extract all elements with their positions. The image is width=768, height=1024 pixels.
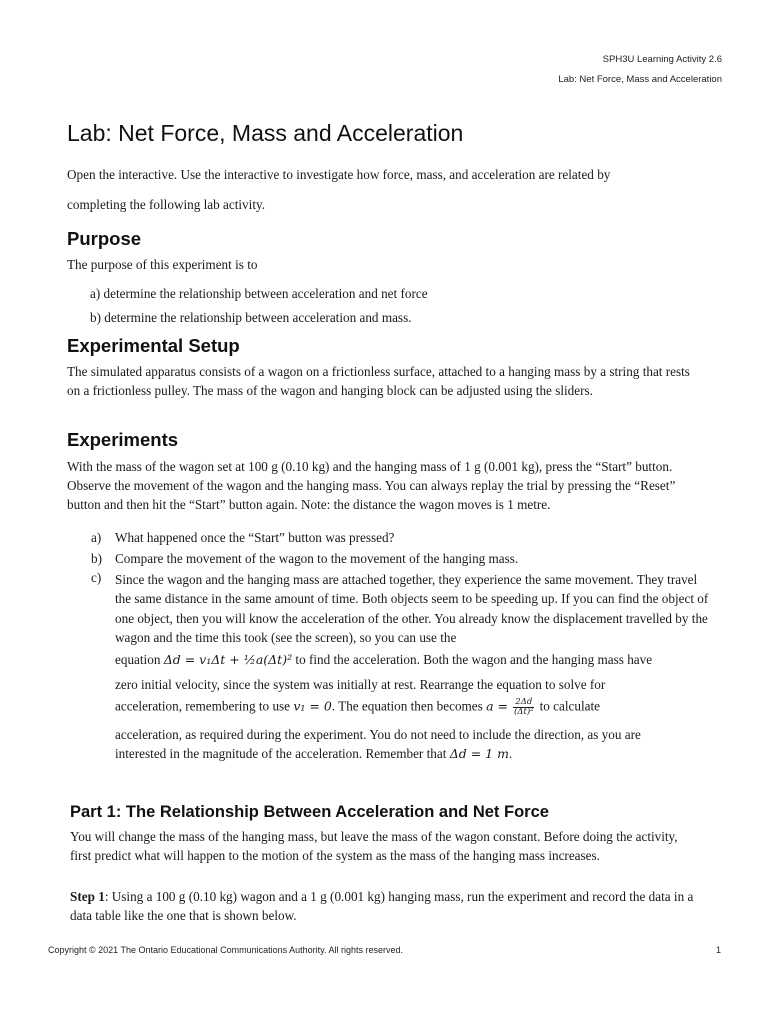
item-c-text-5: interested in the magnitude of the acceleration. Remember that [115,746,447,761]
part1-heading: Part 1: The Relationship Between Acceleration and Net Force [70,803,549,821]
item-b-label: b) [91,551,102,566]
experiments-text: With the mass of the wagon set at 100 g (0.10 kg) and the hanging mass of 1 g (0.001 kg), press the “Start” button. Observe the movement of the wagon and the hanging mass. You can always replay the trial by pressing the “Reset” button and then hit the “Start” button again. Note: the distance the wagon moves is 1 metre. [67,459,676,512]
page-title: Lab: Net Force, Mass and Acceleration [67,120,464,146]
item-c-text-3b: . The equation then becomes [331,698,483,714]
item-c-text-2a: to find the acceleration. Both the wagon and the hanging mass have [295,652,653,667]
part1-text: You will change the mass of the hanging mass, but leave the mass of the wagon constant. Before doing the activity, first predict what will happen to the motion of the system as the mass of the hanging mass increases. [70,829,678,863]
fraction-denominator: (Δt)² [513,707,534,717]
item-a-text: What happened once the “Start” button was pressed? [115,530,395,545]
initial-velocity-equation: v₁ = 0 [293,698,332,714]
acceleration-symbol: a = [486,698,508,714]
item-b-text: Compare the movement of the wagon to the movement of the hanging mass. [115,551,519,566]
footer-copyright: Copyright © 2021 The Ontario Educational Communications Authority. All rights reserved. [48,945,403,955]
item-a-label: a) [91,530,102,545]
intro-line-1: Open the interactive. Use the interactive to investigate how force, mass, and acceleration are related by [67,167,611,182]
item-c-text-2b: zero initial velocity, since the system was initially at rest. Rearrange the equation to solve for [115,677,606,692]
setup-heading: Experimental Setup [67,335,240,356]
item-c-text-3a: acceleration, remembering to use [115,698,291,714]
equation-prefix: equation [115,652,161,667]
intro-line-2: completing the following lab activity. [67,197,266,212]
purpose-item-b: b) determine the relationship between acceleration and mass. [90,310,412,325]
fraction-numerator: 2Δd [515,697,533,707]
purpose-item-a: a) determine the relationship between acceleration and net force [90,286,428,301]
purpose-text: The purpose of this experiment is to [67,257,258,272]
item-c-label: c) [91,570,102,585]
item-c-paragraph: Since the wagon and the hanging mass are attached together, they experience the same movement. They travel the same distance in the same amount of time. Both objects seem to be speeding up. If you can find the object of one object, then you will know the acceleration of the other. You already know the displacement travelled by the wagon and the time this took (see the screen), so you can use the [115,572,709,645]
setup-text: The simulated apparatus consists of a wagon on a frictionless surface, attached to a hanging mass by a string that rests on a frictionless pulley. The mass of the wagon and hanging block can be adjusted using the sliders. [67,364,690,398]
item-c-text-3c: to calculate [539,698,600,714]
step1-paragraph [70,887,710,925]
footer-page-number: 1 [715,945,721,955]
item-c-last-line [115,746,512,762]
item-c-fraction-line [115,698,600,717]
experiments-heading: Experiments [67,429,179,450]
item-c-equation-line [115,652,652,668]
step1-text: : Using a 100 g (0.10 kg) wagon and a 1 g (0.001 kg) hanging mass, run the experiment and record the data in a data table like the one that is shown below. [70,889,694,923]
item-c-text-5-end: . [508,746,513,761]
distance-equation: Δd = 1 m [449,746,509,761]
step1-label: Step 1 [70,889,105,904]
acceleration-fraction [513,698,534,717]
header-course: SPH3U Learning Activity 2.6 [602,54,722,65]
header-subtitle: Lab: Net Force, Mass and Acceleration [558,74,722,85]
item-c-text-4: acceleration, as required during the experiment. You do not need to include the direction, as you are [115,727,641,742]
kinematics-equation: Δd = v₁Δt + ½a(Δt)² [163,652,293,667]
purpose-heading: Purpose [67,228,142,249]
